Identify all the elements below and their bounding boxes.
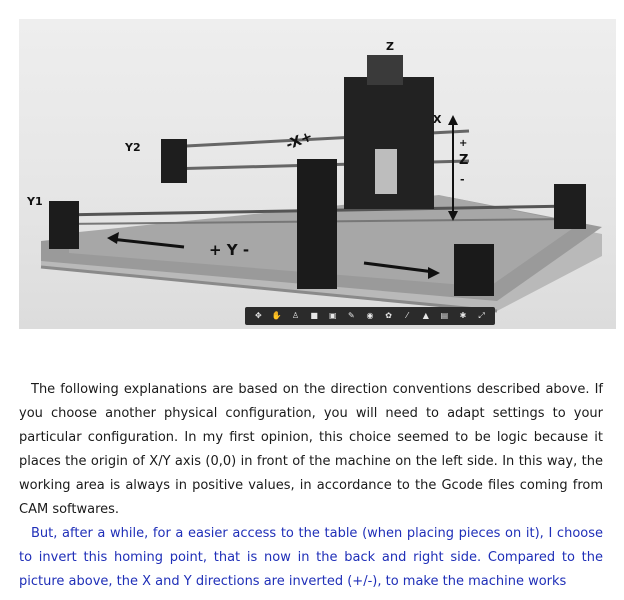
label-x-axis: -X+ [283, 128, 315, 154]
label-z-motor: Z [386, 40, 394, 53]
brush-icon[interactable]: ⁄ [406, 311, 408, 320]
label-z-axis: Z [459, 153, 469, 168]
shapes-icon[interactable]: ▲ [422, 311, 429, 320]
fullscreen-icon[interactable]: ⤢ [478, 311, 485, 320]
eye-icon[interactable]: ◉ [366, 311, 374, 320]
y1-end-block [49, 201, 79, 249]
label-y2: Y2 [125, 141, 141, 154]
y2-end-block [161, 139, 187, 183]
label-z-minus: - [460, 173, 465, 186]
palette-icon[interactable]: ✿ [385, 311, 392, 320]
z-lead-screw [375, 149, 397, 194]
z-motor [367, 55, 403, 85]
pencil-icon[interactable]: ✎ [347, 311, 355, 320]
hand-icon[interactable]: ✋ [271, 311, 282, 320]
settings-icon[interactable]: ✱ [459, 311, 467, 320]
move-icon[interactable]: ✥ [254, 311, 262, 320]
cnc-machine-render [19, 19, 616, 329]
paragraph-inverted-homing: But, after a while, for a easier access to the table (when placing pieces on it), I choose to invert this homing point, that is now in the back and right side. Compared to the picture above, the X and Y directions are inverted (+/-), to make the machine works [19, 526, 603, 589]
camera-icon[interactable]: ■ [310, 311, 318, 320]
z-arrow-top-head [448, 115, 458, 125]
article-body [19, 378, 603, 594]
machine-figure [19, 19, 616, 329]
label-y1: Y1 [27, 195, 43, 208]
person-icon[interactable]: ♙ [291, 311, 300, 320]
gantry-plate [297, 159, 337, 289]
label-y-axis: + Y - [209, 241, 250, 259]
right-front-block [454, 244, 494, 296]
layers-icon[interactable]: ▤ [440, 311, 449, 320]
label-x-right: X [433, 113, 442, 126]
label-z-plus: + [459, 138, 468, 149]
paragraph-conventions: The following explanations are based on the direction conventions described above. If you choose another physical configuration, you will need to adapt settings to your particular configuration. In my first opinion, this choice seemed to be logic because it places the origin of X/Y axis (0,0) in front of the machine on the left side. In this way, the working area is always in positive values, in accordance to the Gcode files coming from CAM softwares. [19, 382, 603, 517]
viewer-toolbar [245, 307, 495, 325]
screenshot-icon[interactable]: ▣ [328, 311, 337, 320]
right-back-block [554, 184, 586, 229]
